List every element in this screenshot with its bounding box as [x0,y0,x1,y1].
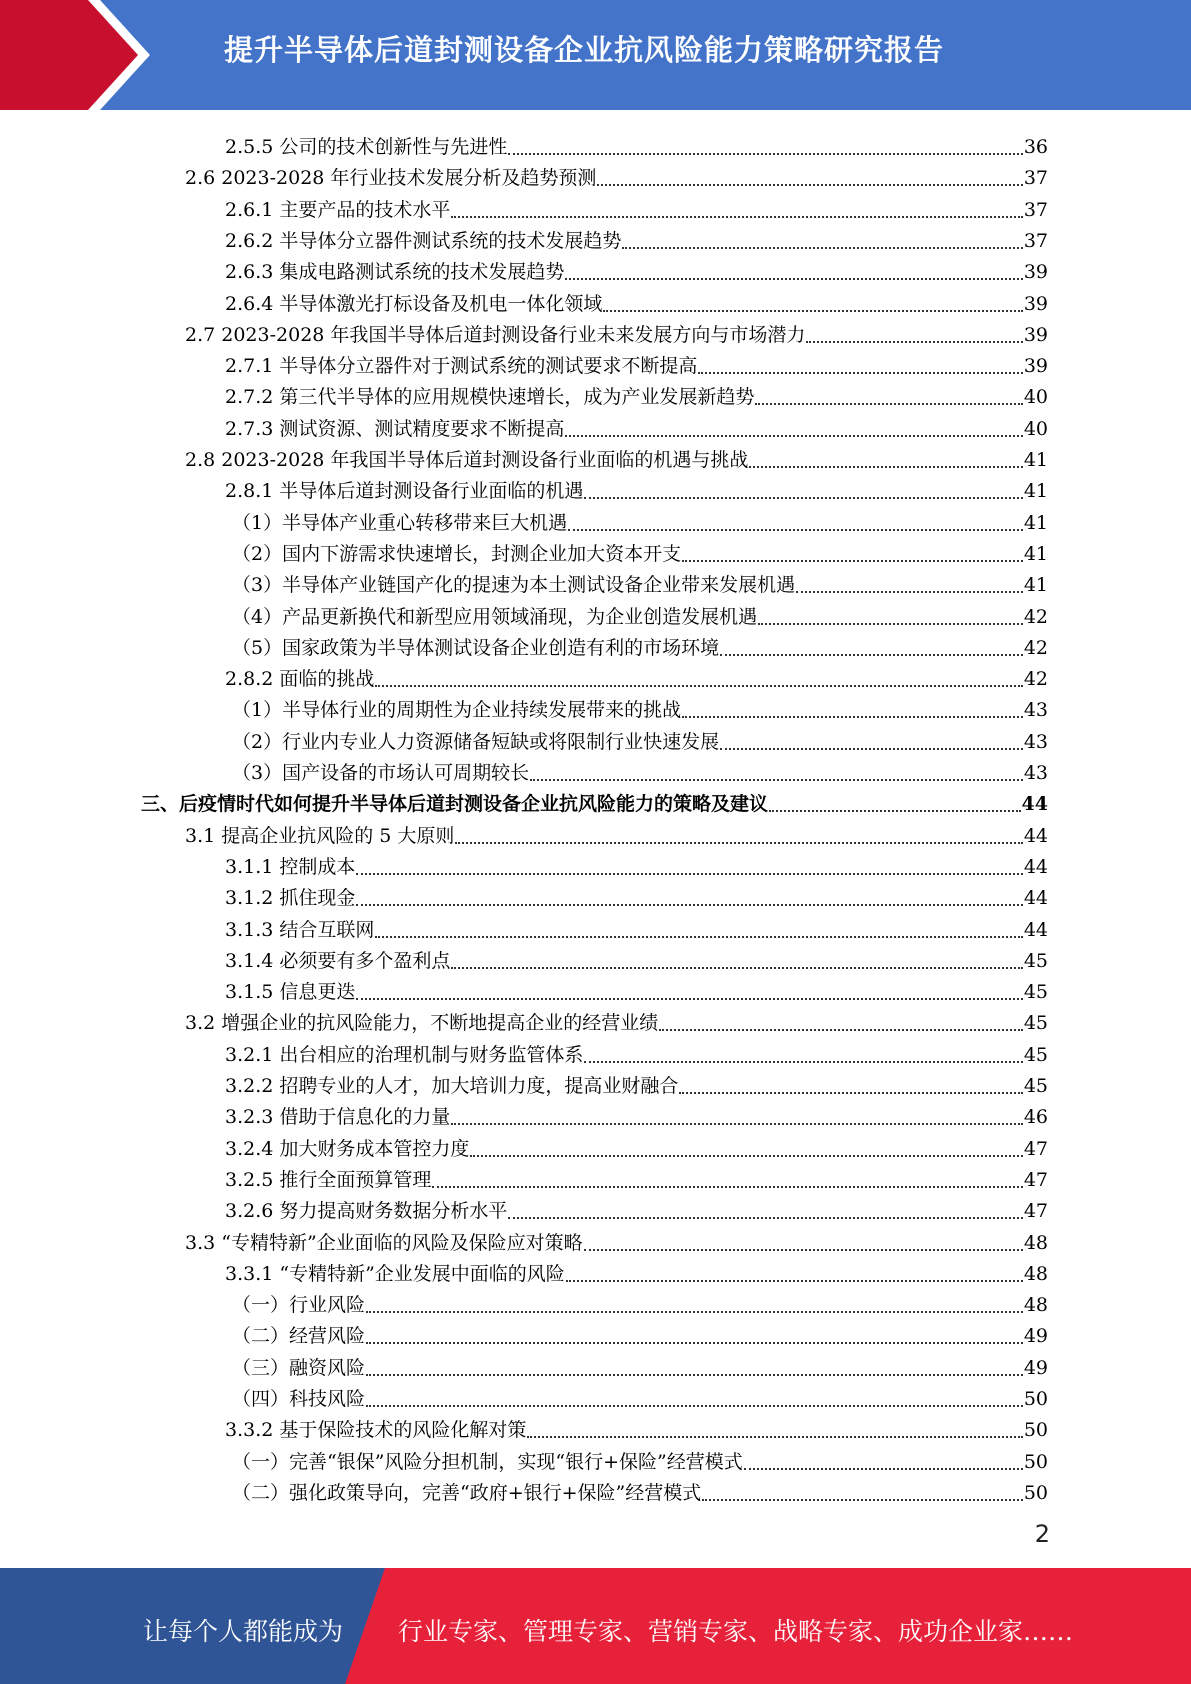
toc-entry-page: 43 [1023,699,1048,722]
toc-leader-dots [769,810,1021,812]
toc-entry-label: 3.2.3 借助于信息化的力量 [225,1106,451,1129]
toc-leader-dots [366,1311,1023,1313]
toc-entry-page: 40 [1023,386,1048,409]
toc-leader-dots [508,1217,1022,1219]
toc-entry-page: 45 [1023,949,1048,972]
toc-entry[interactable] [225,128,1048,159]
toc-entry[interactable] [232,1317,1048,1348]
report-title: 提升半导体后道封测设备企业抗风险能力策略研究报告 [224,33,945,67]
toc-entry-page: 42 [1023,605,1048,628]
toc-entry[interactable] [232,504,1048,535]
toc-entry[interactable] [225,1192,1048,1223]
toc-entry-label: 3.2 增强企业的抗风险能力，不断地提高企业的经营业绩 [185,1012,659,1035]
toc-entry-label: （4）产品更新换代和新型应用领域涌现，为企业创造发展机遇 [232,605,758,628]
toc-entry-page: 43 [1023,730,1048,753]
toc-entry-label: 2.6 2023-2028 年行业技术发展分析及趋势预测 [185,167,597,190]
toc-entry-page: 41 [1023,542,1048,565]
toc-entry-page: 45 [1023,1075,1048,1097]
toc-entry-label: 3.3 “专精特新”企业面临的风险及保险应对策略 [185,1231,583,1254]
toc-leader-dots [375,936,1022,938]
toc-entry[interactable] [232,754,1048,785]
toc-entry[interactable] [185,316,1048,347]
toc-entry-label: 2.6.3 集成电路测试系统的技术发展趋势 [225,261,565,284]
toc-entry-page: 42 [1023,668,1048,691]
toc-entry-page: 37 [1023,167,1048,190]
toc-leader-dots [568,529,1023,531]
toc-leader-dots [470,1155,1022,1157]
toc-entry[interactable] [225,1161,1048,1192]
toc-entry-label: （1）半导体产业重心转移带来巨大机遇 [232,511,568,534]
toc-entry[interactable] [225,848,1048,879]
toc-entry[interactable] [225,660,1048,691]
toc-entry-label: 3.1.1 控制成本 [225,855,356,878]
toc-entry-page: 41 [1023,449,1048,471]
toc-leader-dots [597,184,1022,186]
toc-entry-label: （5）国家政策为半导体测试设备企业创造有利的市场环境 [232,636,720,659]
toc-entry-label: 2.8.2 面临的挑战 [225,668,375,691]
toc-entry[interactable] [141,785,1048,816]
toc-entry-page: 39 [1023,355,1048,378]
toc-entry[interactable] [185,817,1048,848]
toc-entry[interactable] [225,973,1048,1004]
toc-entry[interactable] [225,410,1048,441]
toc-entry-page: 45 [1023,1012,1048,1035]
toc-entry[interactable] [232,691,1048,722]
toc-entry-page: 48 [1023,1262,1048,1285]
toc-entry[interactable] [232,566,1048,597]
toc-entry[interactable] [225,222,1048,253]
toc-entry-label: （2）国内下游需求快速增长，封测企业加大资本开支 [232,542,682,565]
toc-entry[interactable] [225,347,1048,378]
toc-entry-page: 37 [1023,198,1048,221]
toc-entry[interactable] [232,1349,1048,1380]
toc-entry-page: 44 [1021,793,1048,816]
toc-entry-page: 43 [1023,762,1048,784]
toc-entry[interactable] [225,911,1048,942]
toc-entry[interactable] [225,253,1048,284]
toc-leader-dots [603,310,1022,312]
toc-entry[interactable] [185,1224,1048,1255]
toc-leader-dots [455,842,1022,844]
toc-entry[interactable] [225,942,1048,973]
page-number: 2 [1034,1520,1050,1548]
toc-entry-page: 49 [1023,1356,1048,1379]
toc-entry-label: 3.2.1 出台相应的治理机制与财务监管体系 [225,1043,584,1066]
toc-entry-page: 46 [1023,1106,1048,1129]
footer-slogan-right: 行业专家、管理专家、营销专家、战略专家、成功企业家…… [398,1617,1074,1646]
toc-entry-label: （一）完善“银保”风险分担机制，实现“银行+保险”经营模式 [232,1450,743,1473]
toc-leader-dots [366,1405,1023,1407]
toc-entry-page: 50 [1023,1450,1048,1473]
toc-entry-label: 三、后疫情时代如何提升半导体后道封测设备企业抗风险能力的策略及建议 [141,793,769,816]
toc-entry-label: 2.7.1 半导体分立器件对于测试系统的测试要求不断提高 [225,355,698,378]
toc-leader-dots [432,1186,1022,1188]
toc-leader-dots [758,623,1023,625]
toc-entry[interactable] [225,378,1048,409]
toc-entry-label: （一）行业风险 [232,1294,366,1317]
toc-entry-label: （三）融资风险 [232,1356,366,1379]
toc-entry-label: 3.3.1 “专精特新”企业发展中面临的风险 [225,1262,565,1285]
toc-entry-label: （2）行业内专业人力资源储备短缺或将限制行业快速发展 [232,730,720,753]
toc-entry-page: 47 [1023,1200,1048,1223]
toc-entry[interactable] [185,441,1048,472]
toc-leader-dots [565,278,1022,280]
toc-leader-dots [451,216,1022,218]
footer-banner [0,1568,1191,1684]
toc-entry[interactable] [225,285,1048,316]
toc-leader-dots [682,560,1023,562]
toc-entry-page: 41 [1023,574,1048,597]
toc-entry-label: 2.8 2023-2028 年我国半导体后道封测设备行业面临的机遇与挑战 [185,449,749,471]
toc-leader-dots [366,1342,1023,1344]
toc-entry-label: 3.1.3 结合互联网 [225,918,375,941]
toc-entry-page: 39 [1023,261,1048,284]
toc-entry-page: 44 [1023,855,1048,878]
toc-leader-dots [565,435,1022,437]
toc-leader-dots [720,654,1023,656]
toc-entry[interactable] [232,629,1048,660]
toc-entry-label: 3.1 提高企业抗风险的 5 大原则 [185,824,455,847]
toc-entry-page: 40 [1023,417,1048,440]
toc-entry[interactable] [232,1380,1048,1411]
toc-leader-dots [659,1029,1023,1031]
toc-entry-page: 39 [1023,323,1048,346]
toc-entry-label: 3.3.2 基于保险技术的风险化解对策 [225,1419,527,1442]
toc-leader-dots [679,1092,1022,1094]
toc-entry[interactable] [225,191,1048,222]
toc-entry-page: 41 [1023,511,1048,534]
toc-entry-label: 2.7 2023-2028 年我国半导体后道封测设备行业未来发展方向与市场潜力 [185,323,806,346]
toc-leader-dots [584,1061,1022,1063]
toc-entry[interactable] [225,1036,1048,1067]
toc-entry[interactable] [225,1098,1048,1129]
toc-leader-dots [584,1249,1023,1251]
toc-leader-dots [356,998,1022,1000]
toc-leader-dots [508,153,1022,155]
toc-entry-page: 37 [1023,229,1048,252]
toc-leader-dots [584,497,1022,499]
toc-entry-page: 45 [1023,1043,1048,1066]
toc-entry[interactable] [232,535,1048,566]
toc-entry-label: 2.7.3 测试资源、测试精度要求不断提高 [225,417,565,440]
toc-entry[interactable] [225,1067,1048,1098]
toc-entry-page: 48 [1023,1294,1048,1317]
toc-entry-page: 47 [1023,1168,1048,1191]
toc-entry-page: 36 [1023,136,1048,158]
toc-entry-page: 39 [1023,292,1048,315]
toc-entry-label: （3）国产设备的市场认可周期较长 [232,762,530,784]
toc-entry-label: 3.2.5 推行全面预算管理 [225,1168,432,1191]
toc-entry[interactable] [185,159,1048,190]
toc-leader-dots [720,748,1023,750]
toc-entry-page: 44 [1023,887,1048,910]
toc-entry-page: 45 [1023,981,1048,1004]
toc-entry[interactable] [185,1004,1048,1035]
report-header [0,0,1191,110]
toc-entry-page: 42 [1023,636,1048,659]
chevron-icon [0,0,160,110]
toc-entry-label: 3.2.4 加大财务成本管控力度 [225,1137,470,1160]
toc-leader-dots [796,591,1023,593]
toc-leader-dots [451,1123,1022,1125]
toc-entry[interactable] [225,1255,1048,1286]
toc-entry[interactable] [232,1443,1048,1474]
toc-entry-page: 44 [1023,824,1048,847]
toc-entry-page: 44 [1023,918,1048,941]
toc-entry-label: 2.6.4 半导体激光打标设备及机电一体化领域 [225,292,603,315]
toc-entry-page: 49 [1023,1325,1048,1348]
toc-entry-label: 3.2.2 招聘专业的人才，加大培训力度，提高业财融合 [225,1075,679,1097]
toc-entry-label: 2.6.1 主要产品的技术水平 [225,198,451,221]
toc-leader-dots [755,403,1022,405]
toc-leader-dots [375,685,1022,687]
toc-leader-dots [682,716,1023,718]
toc-leader-dots [527,1436,1022,1438]
toc-entry-label: （二）经营风险 [232,1325,366,1348]
toc-entry[interactable] [232,598,1048,629]
toc-entry[interactable] [225,1130,1048,1161]
toc-entry-label: 3.1.4 必须要有多个盈利点 [225,949,451,972]
toc-entry-page: 50 [1023,1419,1048,1442]
toc-leader-dots [566,1280,1023,1282]
footer-slogan-left: 让每个人都能成为 [143,1617,344,1646]
toc-leader-dots [622,247,1022,249]
toc-entry-label: （四）科技风险 [232,1388,366,1410]
toc-leader-dots [806,341,1022,343]
toc-entry-label: 2.6.2 半导体分立器件测试系统的技术发展趋势 [225,229,622,252]
toc-entry-page: 50 [1023,1481,1048,1504]
toc-entry-page: 48 [1023,1231,1048,1254]
toc-entry-page: 47 [1023,1137,1048,1160]
toc-entry-label: 3.1.5 信息更迭 [225,981,356,1004]
toc-leader-dots [451,967,1022,969]
toc-entry[interactable] [225,879,1048,910]
toc-entry[interactable] [232,723,1048,754]
toc-entry-label: 3.1.2 抓住现金 [225,887,356,910]
toc-entry-label: 2.7.2 第三代半导体的应用规模快速增长，成为产业发展新趋势 [225,386,755,409]
toc-entry[interactable] [232,1286,1048,1317]
toc-entry-page: 50 [1023,1388,1048,1410]
toc-leader-dots [698,372,1022,374]
toc-leader-dots [702,1499,1023,1501]
toc-leader-dots [749,466,1022,468]
toc-entry[interactable] [232,1474,1048,1505]
toc-entry[interactable] [225,472,1048,503]
toc-entry-label: 2.5.5 公司的技术创新性与先进性 [225,136,508,158]
toc-leader-dots [530,779,1023,781]
toc-entry-page: 41 [1023,480,1048,503]
toc-entry-label: （1）半导体行业的周期性为企业持续发展带来的挑战 [232,699,682,722]
toc-entry-label: （3）半导体产业链国产化的提速为本土测试设备企业带来发展机遇 [232,574,796,597]
toc-entry-label: 3.2.6 努力提高财务数据分析水平 [225,1200,508,1223]
toc-entry-label: （二）强化政策导向，完善“政府+银行+保险”经营模式 [232,1481,702,1504]
toc-entry[interactable] [225,1411,1048,1442]
toc-leader-dots [356,873,1022,875]
toc-leader-dots [744,1468,1023,1470]
toc-leader-dots [366,1374,1023,1376]
toc-entry-label: 2.8.1 半导体后道封测设备行业面临的机遇 [225,480,584,503]
toc-leader-dots [356,904,1022,906]
